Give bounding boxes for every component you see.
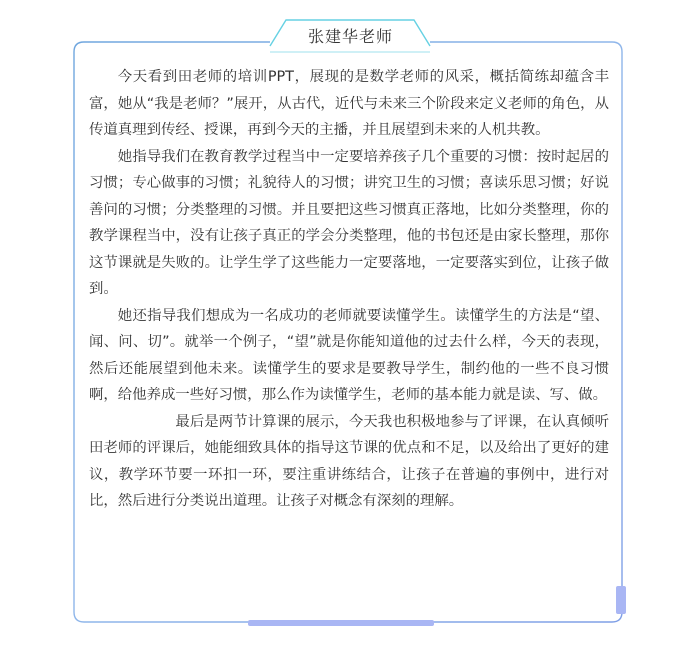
- author-title: 张建华老师: [307, 27, 393, 46]
- paragraph-1: 今天看到田老师的培训PPT，展现的是数学老师的风采，概括简练却蕴含丰富，她从“我是老师？”展开，从古代，近代与未来三个阶段来定义老师的角色，从传道真理到传经、授课，再到今天的主播，并且展望到未来的人机共教。: [89, 69, 609, 138]
- paragraph-3: 她还指导我们想成为一名成功的老师就要读懂学生。读懂学生的方法是“望、闻、问、切”。就举一个例子，“望”就是你能知道他的过去什么样，今天的表现，然后还能展望到他未来。读懂学生的要求是要教导学生，制约他的一些不良习惯啊，给他养成一些好习惯，那么作为读懂学生，老师的基本能力就是读、写、做。: [89, 307, 609, 403]
- paragraph-4: 最后是两节计算课的展示，今天我也积极地参与了评课，在认真倾听田老师的评课后，她能细致具体的指导这节课的优点和不足，以及给出了更好的建议，教学环节要一环扣一环，要注重讲练结合，让孩子在普遍的事例中，进行对比，然后进行分类说出道理。让孩子对概念有深刻的理解。: [89, 413, 609, 509]
- frame-accent-bottom: [248, 620, 434, 626]
- article-body: [89, 64, 609, 515]
- frame-accent-right: [616, 586, 626, 614]
- paragraph-2: 她指导我们在教育教学过程当中一定要培养孩子几个重要的习惯：按时起居的习惯；专心做事的习惯；礼貌待人的习惯；讲究卫生的习惯；喜读乐思习惯；好说善问的习惯；分类整理的习惯。并且要把这些习惯真正落地，比如分类整理，你的教学课程当中，没有让孩子真正的学会分类整理，他的书包还是由家长整理，那你这节课就是失败的。让学生学了这些能力一定要落地，一定要落实到位，让孩子做到。: [89, 148, 609, 297]
